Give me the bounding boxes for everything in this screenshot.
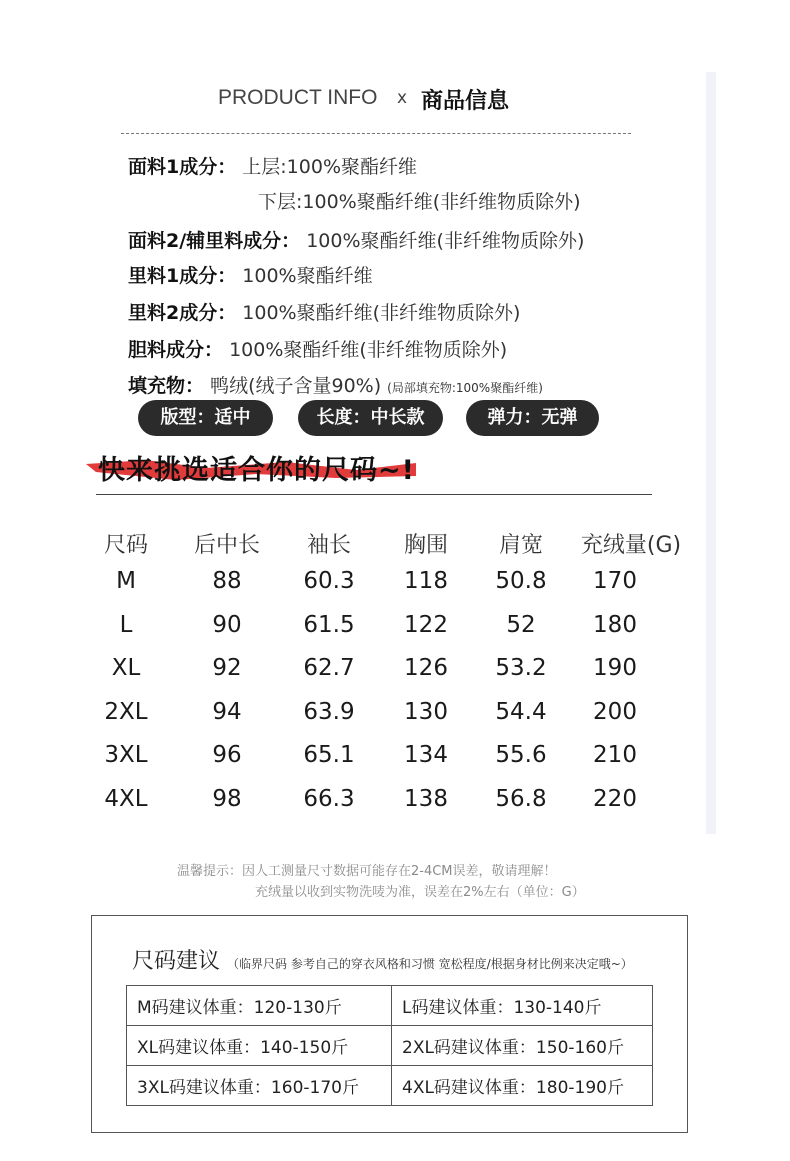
cell-shoulder: 54.4 (495, 699, 547, 725)
cell-fill: 200 (593, 699, 637, 725)
bladder-value: 100%聚酯纤维(非纤维物质除外) (229, 339, 508, 361)
cell-size: M (116, 568, 136, 594)
cell-back-length: 88 (212, 568, 242, 594)
size-section-title (86, 448, 466, 490)
advice-cell: 4XL码建议体重：180-190斤 (392, 1066, 653, 1106)
cell-size: 2XL (104, 699, 148, 725)
header-shoulder: 肩宽 (498, 533, 543, 558)
advice-cell: XL码建议体重：140-150斤 (127, 1026, 392, 1066)
cell-shoulder: 53.2 (495, 655, 547, 681)
cell-sleeve: 63.9 (303, 699, 355, 725)
fabric1-label: 面料1成分： (128, 156, 237, 178)
advice-note: （临界尺码 参考自己的穿衣风格和习惯 宽松程度/根据身材比例来决定哦~） (227, 957, 633, 971)
lining2-line (128, 298, 520, 325)
measurement-tip: 温馨提示：因人工测量尺寸数据可能存在2-4CM误差，敬请理解！ (177, 864, 557, 879)
fabric2-value: 100%聚酯纤维(非纤维物质除外) (306, 230, 585, 252)
cell-back-length: 98 (212, 786, 242, 812)
length-tag: 长度：中长款 (298, 400, 443, 436)
header-sleeve: 袖长 (306, 533, 351, 558)
lining1-value: 100%聚酯纤维 (242, 265, 373, 287)
advice-row (127, 1026, 653, 1066)
cell-shoulder: 55.6 (495, 742, 547, 768)
filling-note: (局部填充物:100%聚酯纤维) (387, 381, 543, 395)
fabric1-line (128, 152, 417, 179)
advice-cell: 2XL码建议体重：150-160斤 (392, 1026, 653, 1066)
cell-fill: 190 (593, 655, 637, 681)
cell-shoulder: 50.8 (495, 568, 547, 594)
advice-title-text: 尺码建议 (132, 949, 221, 974)
table-row (86, 568, 706, 604)
advice-cell: L码建议体重：130-140斤 (392, 986, 653, 1026)
cell-back-length: 94 (212, 699, 242, 725)
cell-chest: 138 (404, 786, 448, 812)
advice-cell: M码建议体重：120-130斤 (127, 986, 392, 1026)
cell-size: L (119, 612, 133, 638)
product-info-header (0, 84, 790, 116)
cell-chest: 130 (404, 699, 448, 725)
fabric1-lower: 下层:100%聚酯纤维(非纤维物质除外) (258, 191, 581, 213)
advice-row (127, 1066, 653, 1106)
filling-line (128, 371, 543, 398)
table-row (86, 612, 706, 648)
lining1-label: 里料1成分： (128, 265, 237, 287)
cell-size: 3XL (104, 742, 148, 768)
cell-fill: 180 (593, 612, 637, 638)
header-chest: 胸围 (403, 533, 448, 558)
cell-back-length: 90 (212, 612, 242, 638)
cell-back-length: 92 (212, 655, 242, 681)
fabric1-upper: 上层:100%聚酯纤维 (242, 156, 418, 178)
fit-tag: 版型：适中 (138, 400, 273, 436)
cell-sleeve: 61.5 (303, 612, 355, 638)
cell-sleeve: 60.3 (303, 568, 355, 594)
stretch-tag: 弹力：无弹 (466, 400, 599, 436)
cell-chest: 134 (404, 742, 448, 768)
header-size: 尺码 (103, 533, 148, 558)
cell-size: XL (111, 655, 141, 681)
cell-sleeve: 62.7 (303, 655, 355, 681)
size-title-text: 快来挑选适合你的尺码~! (98, 455, 415, 486)
table-row (86, 655, 706, 691)
header-back-length: 后中长 (193, 533, 260, 558)
table-row (86, 786, 706, 822)
advice-cell: 3XL码建议体重：160-170斤 (127, 1066, 392, 1106)
right-edge-strip (706, 72, 716, 834)
cell-chest: 118 (404, 568, 448, 594)
advice-row (127, 986, 653, 1026)
bladder-label: 胆料成分： (128, 339, 224, 361)
cell-fill: 170 (593, 568, 637, 594)
fabric2-line (128, 226, 584, 253)
lining2-label: 里料2成分： (128, 302, 237, 324)
cell-shoulder: 56.8 (495, 786, 547, 812)
fill-tip: 充绒量以收到实物洗唛为准，误差在2%左右（单位：G） (255, 885, 585, 900)
cell-chest: 122 (404, 612, 448, 638)
fabric2-label: 面料2/辅里料成分： (128, 230, 301, 252)
header-fill: 充绒量(G) (580, 533, 682, 558)
cell-shoulder: 52 (506, 612, 536, 638)
lining1-line (128, 261, 373, 288)
cell-sleeve: 65.1 (303, 742, 355, 768)
filling-value: 鸭绒(绒子含量90%) (210, 375, 382, 397)
lining2-value: 100%聚酯纤维(非纤维物质除外) (242, 302, 521, 324)
fabric1-lower-line (258, 187, 581, 214)
table-row (86, 742, 706, 778)
bladder-line (128, 335, 507, 362)
header-divider (121, 133, 631, 134)
cell-size: 4XL (104, 786, 148, 812)
cell-sleeve: 66.3 (303, 786, 355, 812)
header-title-en: PRODUCT INFO (218, 86, 378, 109)
cell-fill: 210 (593, 742, 637, 768)
size-title-divider (96, 494, 652, 495)
size-advice-title (132, 944, 633, 975)
header-separator: x (397, 88, 408, 108)
size-table-header (86, 528, 706, 564)
cell-chest: 126 (404, 655, 448, 681)
size-advice-table (126, 985, 653, 1106)
header-title-cn: 商品信息 (421, 89, 510, 114)
cell-back-length: 96 (212, 742, 242, 768)
filling-label: 填充物： (128, 375, 205, 397)
table-row (86, 699, 706, 735)
cell-fill: 220 (593, 786, 637, 812)
